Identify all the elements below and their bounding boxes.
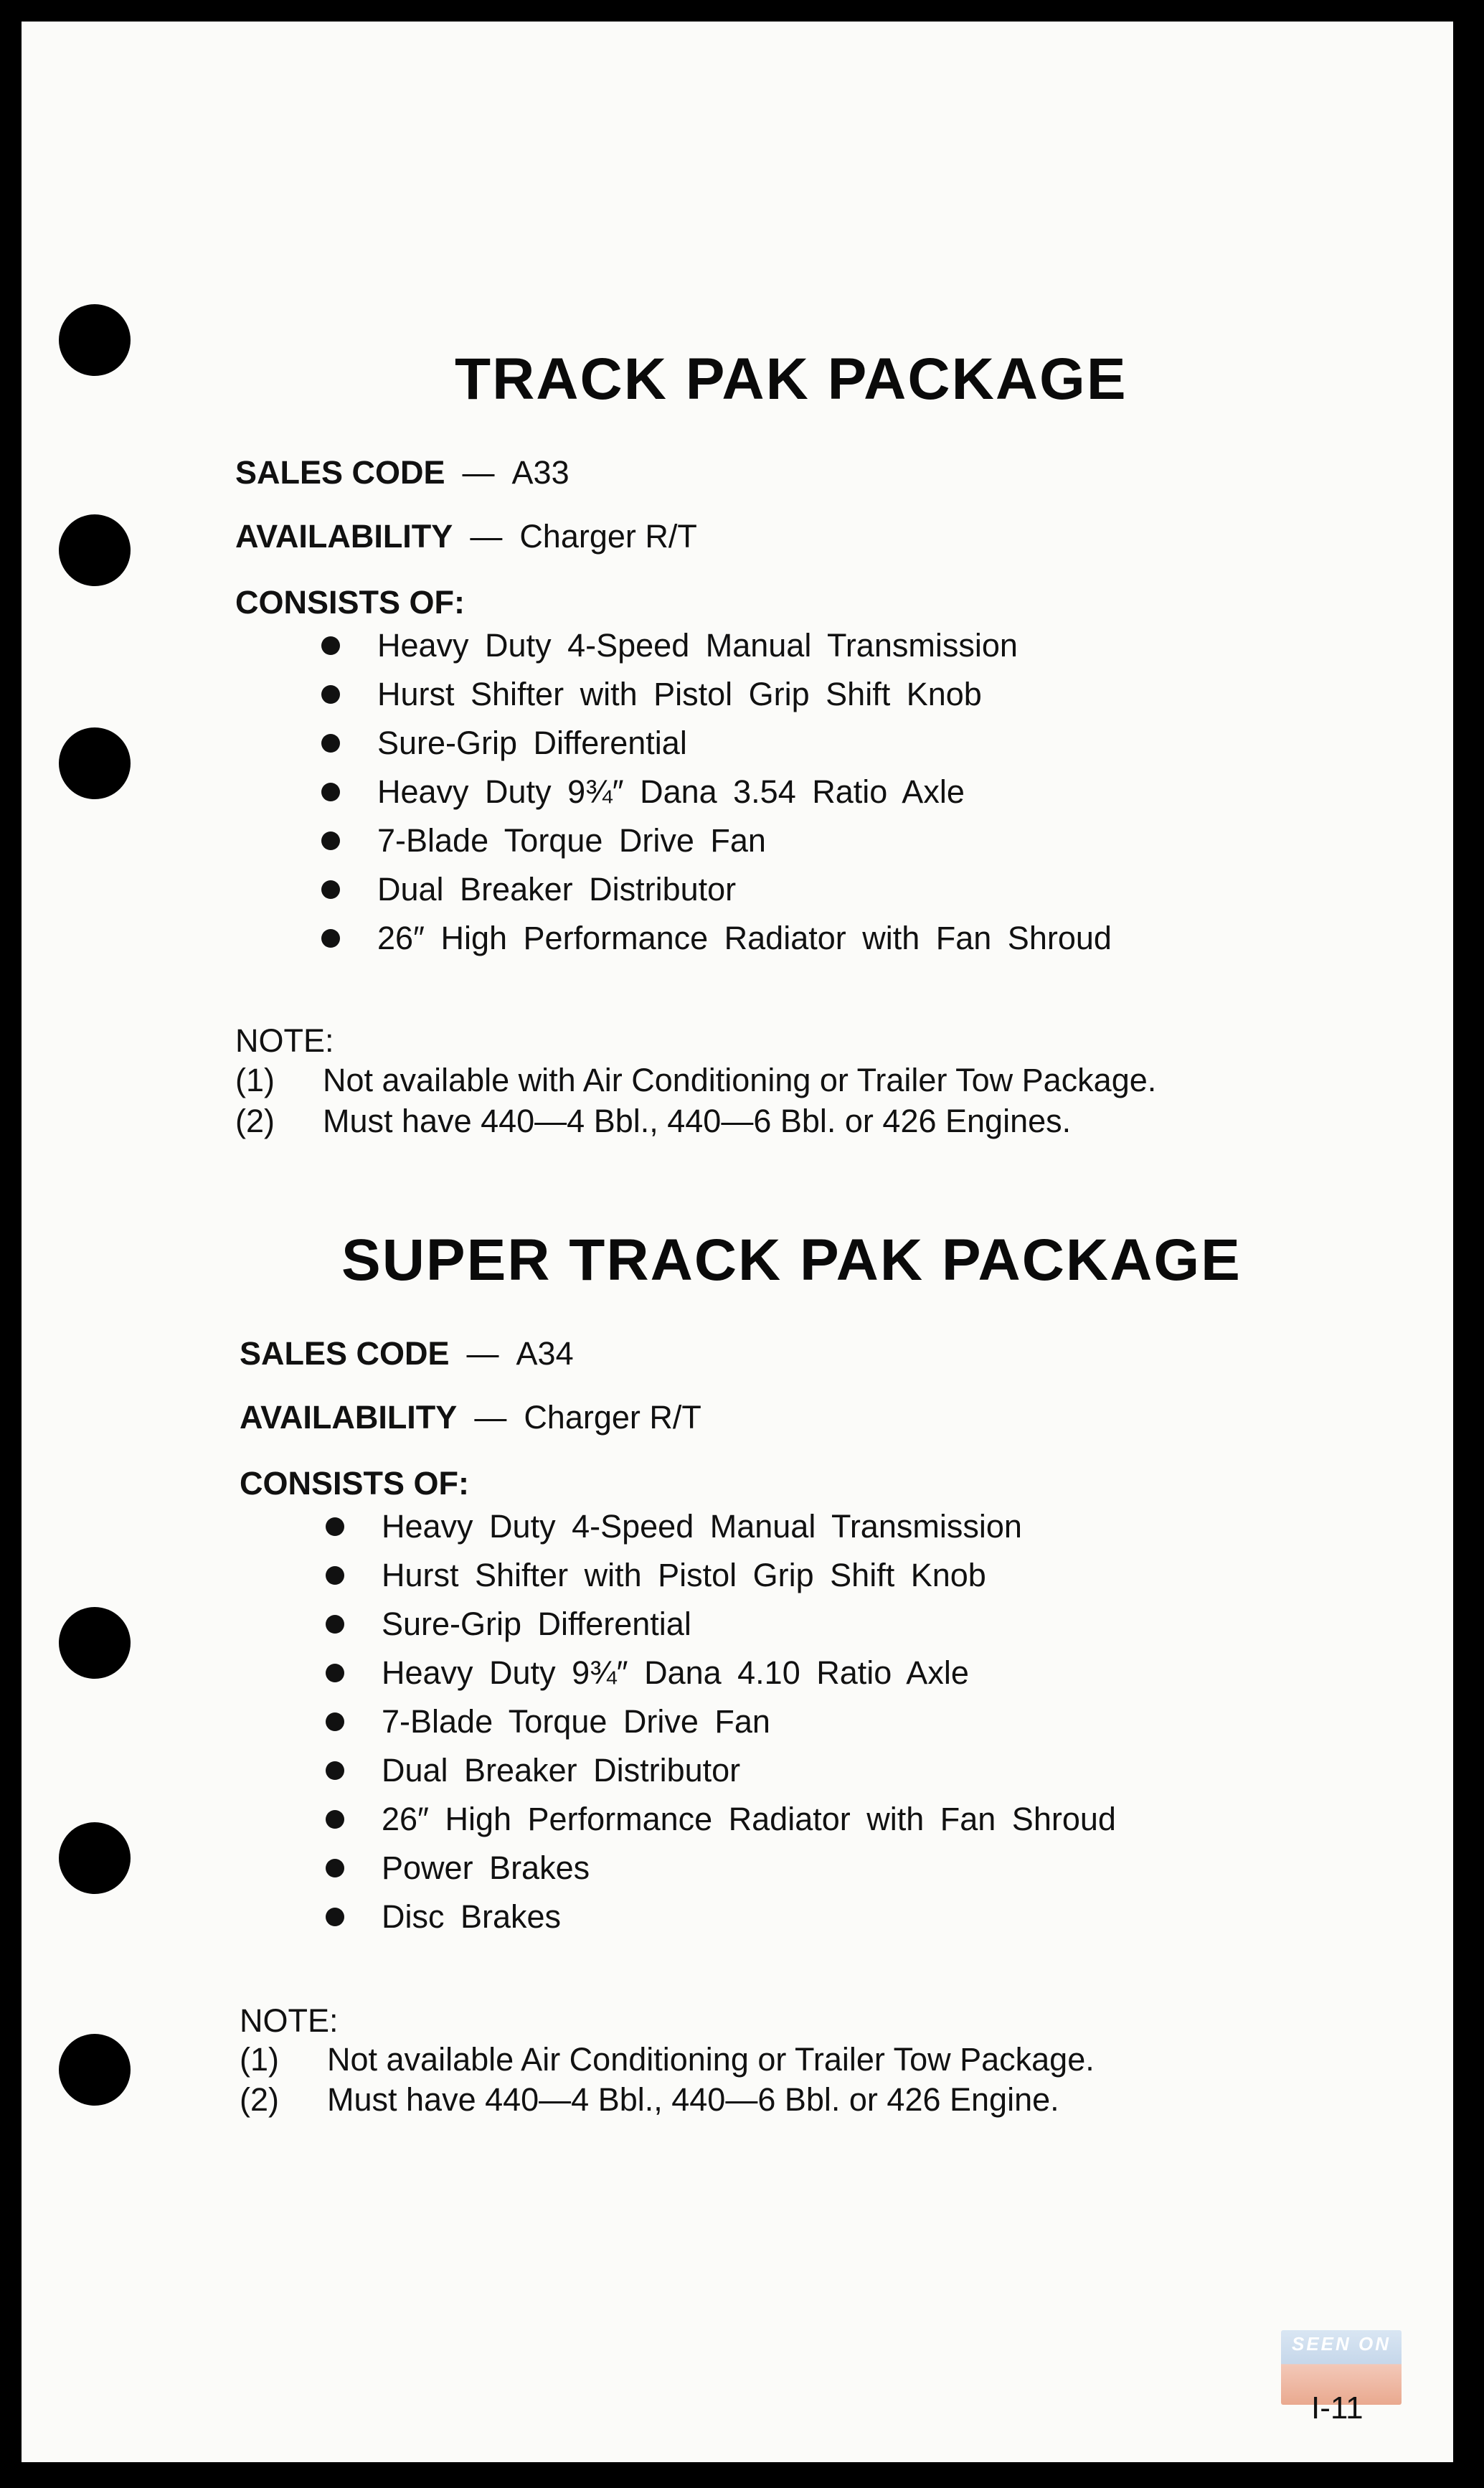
section-title: SUPER TRACK PAK PACKAGE	[341, 1227, 1242, 1293]
bullet-icon	[326, 1566, 344, 1585]
sales-code-label: SALES CODE	[235, 454, 445, 491]
list-item: Power Brakes	[326, 1844, 1116, 1893]
list-item: Heavy Duty 4-Speed Manual Transmission	[321, 621, 1112, 670]
list-item: Hurst Shifter with Pistol Grip Shift Knob	[321, 670, 1112, 719]
sales-code-row	[235, 456, 570, 489]
availability-row	[240, 1399, 701, 1436]
list-item: Hurst Shifter with Pistol Grip Shift Knob	[326, 1551, 1116, 1600]
list-item: Dual Breaker Distributor	[326, 1746, 1116, 1795]
bullet-icon	[326, 1810, 344, 1829]
page-number: I-11	[1311, 2390, 1364, 2426]
note-label: NOTE:	[240, 2002, 339, 2039]
list-item: 7-Blade Torque Drive Fan	[321, 816, 1112, 865]
sales-code-value: A34	[516, 1335, 574, 1372]
consists-of-label: CONSISTS OF:	[240, 1465, 470, 1502]
bullet-icon	[321, 783, 340, 801]
feature-list	[326, 1502, 1116, 1941]
section-title: TRACK PAK PACKAGE	[455, 347, 1128, 412]
binder-hole	[59, 1822, 131, 1894]
document-page	[22, 22, 1453, 2462]
binder-hole	[59, 514, 131, 586]
binder-hole	[59, 304, 131, 376]
feature-list	[321, 621, 1112, 963]
list-item: Sure-Grip Differential	[326, 1600, 1116, 1649]
list-item: Sure-Grip Differential	[321, 719, 1112, 768]
sales-code-row	[240, 1337, 574, 1370]
binder-hole	[59, 2034, 131, 2106]
sales-code-value: A33	[511, 454, 570, 491]
binder-hole	[59, 1607, 131, 1679]
bullet-icon	[321, 929, 340, 948]
note-item: (2) Must have 440—4 Bbl., 440—6 Bbl. or 426 Engine.	[240, 2081, 1059, 2118]
separator: —	[474, 1399, 507, 1436]
consists-of-label: CONSISTS OF:	[235, 584, 465, 621]
bullet-icon	[326, 1615, 344, 1634]
separator: —	[466, 1335, 499, 1372]
note-item: (1) Not available with Air Conditioning or Trailer Tow Package.	[235, 1062, 1157, 1098]
note-item: (2) Must have 440—4 Bbl., 440—6 Bbl. or 426 Engines.	[235, 1103, 1072, 1139]
list-item: Heavy Duty 4-Speed Manual Transmission	[326, 1502, 1116, 1551]
separator: —	[462, 454, 495, 491]
list-item: Dual Breaker Distributor	[321, 865, 1112, 914]
availability-row	[235, 518, 697, 555]
bullet-icon	[321, 880, 340, 899]
list-item: 26″ High Performance Radiator with Fan Shroud	[321, 914, 1112, 963]
availability-label: AVAILABILITY	[235, 518, 453, 555]
bullet-icon	[326, 1859, 344, 1877]
list-item: Heavy Duty 9¾″ Dana 4.10 Ratio Axle	[326, 1649, 1116, 1697]
bullet-icon	[326, 1712, 344, 1731]
list-item: Disc Brakes	[326, 1893, 1116, 1941]
availability-label: AVAILABILITY	[240, 1399, 458, 1436]
bullet-icon	[326, 1908, 344, 1926]
bullet-icon	[321, 636, 340, 655]
availability-value: Charger R/T	[519, 518, 697, 555]
sales-code-label: SALES CODE	[240, 1335, 450, 1372]
bullet-icon	[321, 831, 340, 850]
note-item: (1) Not available Air Conditioning or Trailer Tow Package.	[240, 2041, 1095, 2078]
list-item: 26″ High Performance Radiator with Fan Shroud	[326, 1795, 1116, 1844]
availability-value: Charger R/T	[524, 1399, 701, 1436]
watermark-text: SEEN ON	[1291, 2333, 1391, 2355]
bullet-icon	[321, 734, 340, 753]
bullet-icon	[326, 1517, 344, 1536]
separator: —	[470, 518, 503, 555]
bullet-icon	[326, 1664, 344, 1682]
note-label: NOTE:	[235, 1022, 334, 1059]
binder-hole	[59, 727, 131, 799]
bullet-icon	[326, 1761, 344, 1780]
bullet-icon	[321, 685, 340, 704]
list-item: 7-Blade Torque Drive Fan	[326, 1697, 1116, 1746]
list-item: Heavy Duty 9¾″ Dana 3.54 Ratio Axle	[321, 768, 1112, 816]
